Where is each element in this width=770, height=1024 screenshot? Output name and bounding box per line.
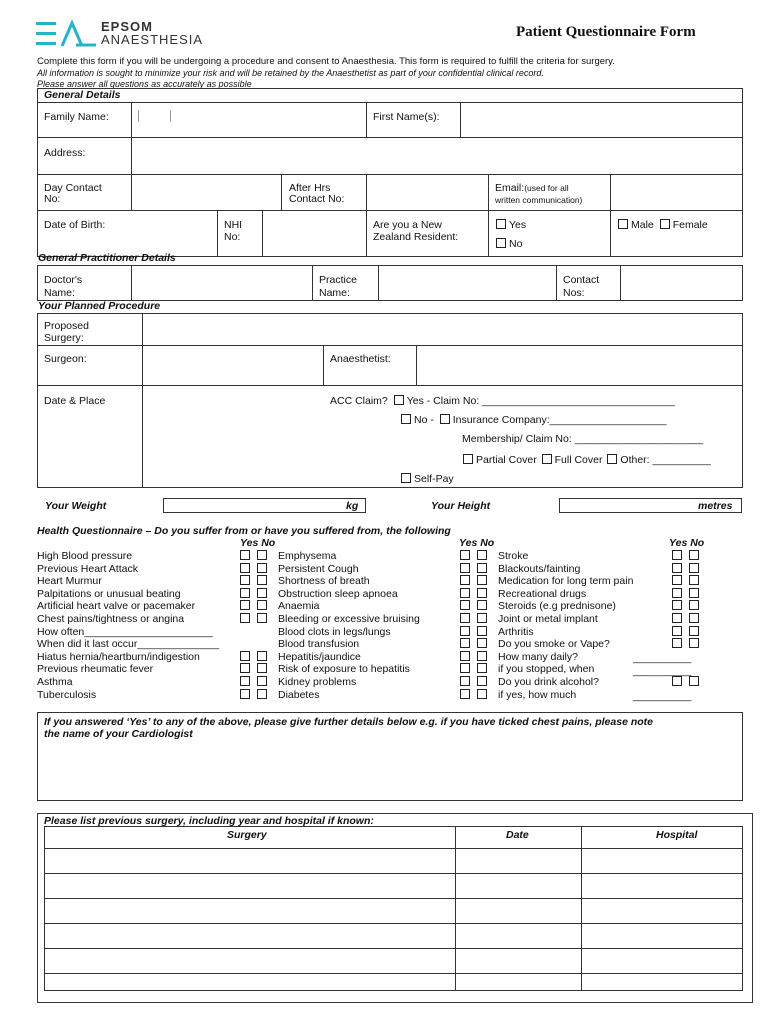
condition-item: Recreational drugs (498, 587, 587, 600)
female-text: Female (672, 219, 708, 231)
surgeon-label: Surgeon: (44, 353, 87, 365)
condition-item: Do you smoke or Vape? (498, 638, 610, 651)
condition-item: Artificial heart valve or pacemaker (37, 600, 196, 613)
no-checkbox[interactable] (689, 626, 699, 636)
health-column-2 (278, 550, 420, 701)
nhi-label: NHI (224, 219, 243, 231)
after-hours-label: After Hrs (289, 182, 331, 194)
acc-no-checkbox[interactable] (401, 414, 411, 424)
yes-checkbox[interactable] (672, 638, 682, 648)
nhi-input[interactable] (263, 211, 365, 256)
condition-item: Arthritis (498, 625, 534, 638)
condition-item: High Blood pressure (37, 550, 133, 562)
no-checkbox[interactable] (477, 575, 487, 585)
height-unit: metres (698, 500, 733, 512)
condition-item: Blood transfusion (278, 638, 360, 651)
procedure-heading: Your Planned Procedure (38, 300, 161, 312)
condition-item: Heart Murmur (37, 575, 102, 588)
no-checkbox[interactable] (477, 689, 487, 699)
acc-yes-checkbox[interactable] (394, 395, 404, 405)
membership-claim-text: Membership/ Claim No: ______________________ (462, 433, 704, 445)
condition-item: Diabetes (278, 688, 320, 701)
condition-item: Hepatitis/jaundice (278, 650, 361, 663)
resident-no-checkbox[interactable] (496, 238, 506, 248)
self-pay-checkbox[interactable] (401, 473, 411, 483)
intro-line-3: Please answer all questions as accurately as possible (37, 79, 252, 89)
day-contact-input[interactable] (132, 175, 280, 209)
resident-yes-text: Yes (509, 219, 527, 231)
no-checkbox[interactable] (257, 613, 267, 623)
condition-item: Tuberculosis (37, 688, 97, 701)
practice-name-label: Practice (319, 274, 357, 286)
no-checkbox[interactable] (689, 638, 699, 648)
no-checkbox[interactable] (689, 613, 699, 623)
after-hours-label-2: Contact No: (289, 193, 345, 205)
condition-item: Medication for long term pain (498, 575, 634, 588)
date-place-input[interactable] (143, 386, 322, 487)
email-input[interactable] (611, 175, 742, 209)
practice-name-label-2: Name: (319, 287, 350, 299)
yes-checkbox[interactable] (672, 563, 682, 573)
stopped-when-blank: __________ (633, 665, 692, 677)
table-row[interactable] (45, 924, 742, 947)
yes-checkbox[interactable] (460, 651, 470, 661)
practice-name-input[interactable] (379, 266, 555, 300)
intro-line-2: All information is sought to minimize your risk and will be retained by the Anaesthetist as part of your confidential clinical record. (37, 68, 544, 78)
no-checkbox[interactable] (689, 588, 699, 598)
resident-no-text: No (509, 238, 523, 250)
weight-unit: kg (346, 500, 359, 512)
yes-checkbox[interactable] (240, 550, 250, 560)
yes-checkbox[interactable] (672, 575, 682, 585)
yes-checkbox[interactable] (460, 550, 470, 560)
health-column-3 (498, 550, 633, 701)
no-checkbox[interactable] (257, 575, 267, 585)
no-checkbox[interactable] (477, 600, 487, 610)
self-pay-option[interactable] (401, 473, 454, 485)
first-names-label: First Name(s): (373, 111, 440, 123)
yes-checkbox[interactable] (672, 626, 682, 636)
weight-input[interactable] (163, 498, 366, 513)
no-checkbox[interactable] (257, 550, 267, 560)
yes-checkbox[interactable] (672, 588, 682, 598)
yes-checkbox[interactable] (240, 689, 250, 699)
no-checkbox[interactable] (257, 651, 267, 661)
doctor-name-label-2: Name: (44, 287, 75, 299)
dob-input[interactable] (132, 211, 216, 256)
yes-checkbox[interactable] (460, 613, 470, 623)
yes-checkbox[interactable] (460, 626, 470, 636)
family-name-input[interactable] (132, 103, 365, 136)
yes-checkbox[interactable] (460, 563, 470, 573)
form-title: Patient Questionnaire Form (516, 24, 696, 40)
condition-item: How many daily? (498, 650, 578, 663)
table-row[interactable] (45, 849, 742, 872)
height-label: Your Height (431, 500, 491, 512)
doctor-name-label: Doctor's (44, 274, 83, 286)
address-input[interactable] (132, 138, 742, 173)
health-heading: Health Questionnaire – Do you suffer from or have you suffered from, the following (37, 525, 451, 537)
no-checkbox[interactable] (689, 676, 699, 686)
health-checkboxes-1 (240, 550, 274, 701)
condition-item: if yes, how much (498, 688, 577, 701)
female-checkbox[interactable] (660, 219, 670, 229)
condition-item: Risk of exposure to hepatitis (278, 663, 410, 676)
email-label (495, 182, 569, 194)
yes-checkbox[interactable] (460, 600, 470, 610)
acc-yes-claim-text: Yes - Claim No: _________________________________ (406, 395, 675, 407)
nz-resident-label-2: Zealand Resident: (373, 231, 459, 243)
table-row[interactable] (45, 974, 742, 990)
other-cover-text: Other: __________ (620, 454, 711, 466)
proposed-surgery-label-2: Surgery: (44, 332, 84, 344)
proposed-surgery-label: Proposed (44, 320, 89, 332)
proposed-surgery-input[interactable] (143, 314, 742, 344)
yes-no-header-1: Yes No (240, 537, 276, 549)
condition-item: Palpitations or unusual beating (37, 587, 181, 600)
day-contact-label-2: No: (44, 193, 61, 205)
acc-claim-row (330, 395, 675, 407)
partial-cover-checkbox[interactable] (463, 454, 473, 464)
table-row[interactable] (45, 949, 742, 972)
male-checkbox[interactable] (618, 219, 628, 229)
yes-checkbox[interactable] (460, 689, 470, 699)
yes-no-header-3: Yes No (669, 537, 705, 549)
no-checkbox[interactable] (689, 575, 699, 585)
full-cover-text: Full Cover (554, 454, 603, 466)
brand-name: EPSOM (101, 19, 153, 34)
no-checkbox[interactable] (477, 651, 487, 661)
full-cover-checkbox[interactable] (542, 454, 552, 464)
partial-cover-text: Partial Cover (476, 454, 537, 466)
condition-item: Obstruction sleep apnoea (278, 587, 398, 600)
email-note: (used for all (524, 183, 569, 193)
yes-checkbox[interactable] (460, 575, 470, 585)
acc-no-row (401, 414, 666, 426)
condition-item: Anaemia (278, 600, 320, 613)
intro-line-1: Complete this form if you will be undergoing a procedure and consent to Anaesthesia. This form is required to fulfill the criteria for surgery. (37, 56, 615, 67)
no-checkbox[interactable] (477, 550, 487, 560)
logo (36, 20, 96, 48)
day-contact-label: Day Contact (44, 182, 102, 194)
no-checkbox[interactable] (689, 550, 699, 560)
condition-item: Blood clots in legs/lungs (278, 625, 391, 638)
doctor-name-input[interactable] (132, 266, 311, 300)
insurance-text: Insurance Company:____________________ (452, 414, 667, 426)
resident-no-option[interactable] (496, 238, 522, 250)
family-name-label: Family Name: (44, 111, 109, 123)
hospital-column-header: Hospital (656, 829, 698, 841)
other-cover-checkbox[interactable] (607, 454, 617, 464)
contact-nos-label: Contact (563, 274, 600, 286)
no-checkbox[interactable] (257, 689, 267, 699)
daily-count-blank: __________ (633, 652, 692, 664)
health-column-1 (37, 550, 219, 701)
yes-checkbox[interactable] (240, 588, 250, 598)
self-pay-text: Self-Pay (414, 473, 454, 485)
yes-no-header-2: Yes No (459, 537, 495, 549)
condition-item: Asthma (37, 675, 73, 688)
general-details-heading: General Details (44, 89, 121, 101)
resident-yes-checkbox[interactable] (496, 219, 506, 229)
table-row[interactable] (45, 874, 742, 897)
condition-item: Persistent Cough (278, 562, 359, 575)
surgery-history-heading: Please list previous surgery, including year and hospital if known: (44, 815, 374, 827)
condition-item: When did it last occur______________ (37, 638, 220, 651)
condition-item: Do you drink alcohol? (498, 675, 599, 688)
no-checkbox[interactable] (477, 588, 487, 598)
after-hours-input[interactable] (367, 175, 487, 209)
date-column-header: Date (506, 829, 529, 841)
no-checkbox[interactable] (257, 663, 267, 673)
no-checkbox[interactable] (257, 563, 267, 573)
yes-checkbox[interactable] (460, 588, 470, 598)
no-checkbox[interactable] (477, 613, 487, 623)
contact-nos-input[interactable] (621, 266, 742, 300)
gender-options (618, 219, 708, 231)
anaesthetist-label: Anaesthetist: (330, 353, 391, 365)
first-names-input[interactable] (461, 103, 742, 136)
no-checkbox[interactable] (477, 626, 487, 636)
condition-item: Previous rheumatic fever (37, 663, 154, 676)
nz-resident-label: Are you a New (373, 219, 442, 231)
yes-checkbox[interactable] (460, 663, 470, 673)
male-text: Male (631, 219, 654, 231)
contact-nos-label-2: Nos: (563, 287, 585, 299)
condition-item: Emphysema (278, 550, 337, 562)
yes-checkbox[interactable] (460, 676, 470, 686)
no-checkbox[interactable] (477, 676, 487, 686)
yes-checkbox[interactable] (240, 613, 250, 623)
weight-label: Your Weight (45, 500, 107, 512)
yes-checkbox[interactable] (240, 563, 250, 573)
yes-checkbox[interactable] (240, 676, 250, 686)
alcohol-amount-blank: __________ (633, 690, 692, 702)
insurance-checkbox[interactable] (440, 414, 450, 424)
health-checkboxes-2 (460, 550, 494, 701)
acc-no-text: No - (414, 414, 434, 426)
condition-item: Bleeding or excessive bruising (278, 612, 420, 625)
no-checkbox[interactable] (477, 663, 487, 673)
no-checkbox[interactable] (257, 600, 267, 610)
yes-checkbox[interactable] (672, 676, 682, 686)
yes-checkbox[interactable] (460, 638, 470, 648)
no-checkbox[interactable] (689, 563, 699, 573)
condition-item: Joint or metal implant (498, 612, 598, 625)
no-checkbox[interactable] (477, 563, 487, 573)
condition-item: Previous Heart Attack (37, 562, 138, 575)
further-details-line-2: the name of your Cardiologist (44, 728, 193, 740)
condition-item: Steroids (e.g prednisone) (498, 600, 616, 613)
anaesthetist-input[interactable] (417, 346, 742, 384)
logo-mark-icon (36, 20, 96, 48)
dob-label: Date of Birth: (44, 219, 106, 231)
gp-details-heading: General Practitioner Details (38, 252, 176, 264)
date-place-label: Date & Place (44, 395, 106, 407)
address-label: Address: (44, 147, 86, 159)
email-label-text: Email: (495, 182, 525, 194)
yes-checkbox[interactable] (240, 663, 250, 673)
surgeon-input[interactable] (143, 346, 322, 384)
nhi-label-2: No: (224, 231, 241, 243)
no-checkbox[interactable] (257, 676, 267, 686)
yes-checkbox[interactable] (672, 600, 682, 610)
no-checkbox[interactable] (689, 600, 699, 610)
surgery-column-header: Surgery (227, 829, 267, 841)
condition-item: Chest pains/tightness or angina (37, 612, 185, 625)
yes-checkbox[interactable] (240, 600, 250, 610)
condition-item: Stroke (498, 550, 529, 562)
condition-item: Hiatus hernia/heartburn/indigestion (37, 650, 200, 663)
yes-checkbox[interactable] (240, 575, 250, 585)
cover-row (463, 454, 711, 466)
yes-checkbox[interactable] (240, 651, 250, 661)
no-checkbox[interactable] (477, 638, 487, 648)
condition-item: Kidney problems (278, 675, 357, 688)
yes-checkbox[interactable] (672, 550, 682, 560)
further-details-line-1: If you answered ‘Yes’ to any of the above, please give further details below e.g. if you have ticked chest pains, please note (44, 716, 653, 728)
email-note-2: written communication) (495, 195, 583, 205)
condition-item: How often______________________ (37, 625, 213, 638)
yes-checkbox[interactable] (672, 613, 682, 623)
condition-item: Shortness of breath (278, 575, 370, 588)
table-row[interactable] (45, 899, 742, 922)
condition-item: Blackouts/fainting (498, 562, 581, 575)
condition-item: if you stopped, when (498, 663, 595, 676)
acc-claim-label: ACC Claim? (330, 395, 388, 407)
no-checkbox[interactable] (257, 588, 267, 598)
resident-yes-option[interactable] (496, 219, 526, 231)
brand-subname: ANAESTHESIA (101, 32, 204, 47)
